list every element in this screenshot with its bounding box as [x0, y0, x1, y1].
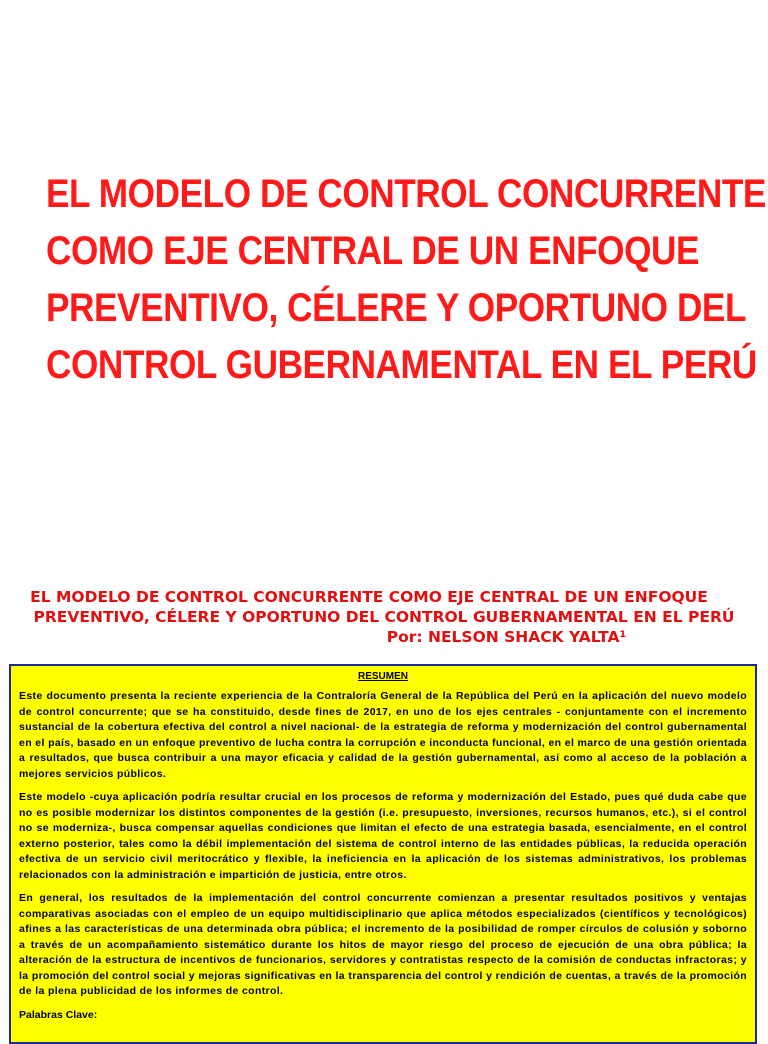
- main-title-line: COMO EJE CENTRAL DE UN ENFOQUE: [46, 229, 700, 273]
- main-title-line: CONTROL GUBERNAMENTAL EN EL PERÚ: [46, 343, 757, 387]
- abstract-paragraph: Este documento presenta la reciente experiencia de la Contraloría General de la República del Perú en la aplicación del nuevo modelo de control concurrente; que se ha constituido, desde fines de 2017, en uno de los ejes centrales - conjuntamente con el incremento sustancial de la cobertura efectiva del control a nivel nacional- de la estrategia de reforma y modernización del control gubernamental en el país, basado en un enfoque preventivo de lucha contra la corrupción e inconducta funcional, en el marco de una gestión orientada a resultados, que busca contribuir a una mayor eficacia y calidad de la gestión gubernamental, así como al acceso de la población a mejores servicios públicos.: [19, 690, 747, 780]
- abstract-heading: RESUMEN: [357, 671, 408, 682]
- article-heading: [0, 587, 768, 647]
- article-title-line: PREVENTIVO, CÉLERE Y OPORTUNO DEL CONTROL GUBERNAMENTAL EN EL PERÚ: [33, 608, 735, 626]
- main-title-line: EL MODELO DE CONTROL CONCURRENTE: [46, 172, 766, 216]
- abstract-paragraph: En general, los resultados de la implementación del control concurrente comienzan a presentar resultados positivos y ventajas comparativas asociadas con el empleo de un equipo multidisciplinario que aplica métodos especializados (científicos y tecnológicos) afines a las características de una determinada obra pública; el incremento de la posibilidad de romper círculos de colusión y soborno a través de un acompañamiento sistemático durante los hitos de mayor riesgo del proceso de ejecución de una obra pública; la alteración de la estructura de incentivos de funcionarios, servidores y contratistas respecto de la comisión de conductas infractoras; y la promoción del control social y mejoras significativas en la transparencia del control y rendición de cuentas, a través de la promoción de la plena publicidad de los informes de control.: [19, 892, 747, 997]
- abstract-paragraph: Este modelo -cuya aplicación podría resultar crucial en los procesos de reforma y modernización del Estado, pues qué duda cabe que no es posible modernizar los distintos componentes de la gestión (i.e. presupuesto, inversiones, recursos humanos, etc.), si el control no se moderniza-, busca compensar aquellas condiciones que limitan el efecto de una estrategia basada, esencialmente, en el control externo posterior, tales como la débil implementación del sistema de control interno de las entidades públicas, la reducida operación efectiva de un servicio civil meritocrático y flexible, la ineficiencia en la aplicación de los sistemas administrativos, los problemas relacionados con la administración e impartición de justicia, entre otros.: [19, 791, 747, 881]
- main-title-line: PREVENTIVO, CÉLERE Y OPORTUNO DEL: [46, 286, 747, 330]
- author-byline: Por: NELSON SHACK YALTA¹: [386, 628, 627, 646]
- article-title-line: EL MODELO DE CONTROL CONCURRENTE COMO EJE CENTRAL DE UN ENFOQUE: [30, 588, 708, 606]
- keywords-label: Palabras Clave:: [19, 1008, 98, 1021]
- document-main-title: [46, 166, 766, 394]
- abstract-box: [9, 664, 757, 1044]
